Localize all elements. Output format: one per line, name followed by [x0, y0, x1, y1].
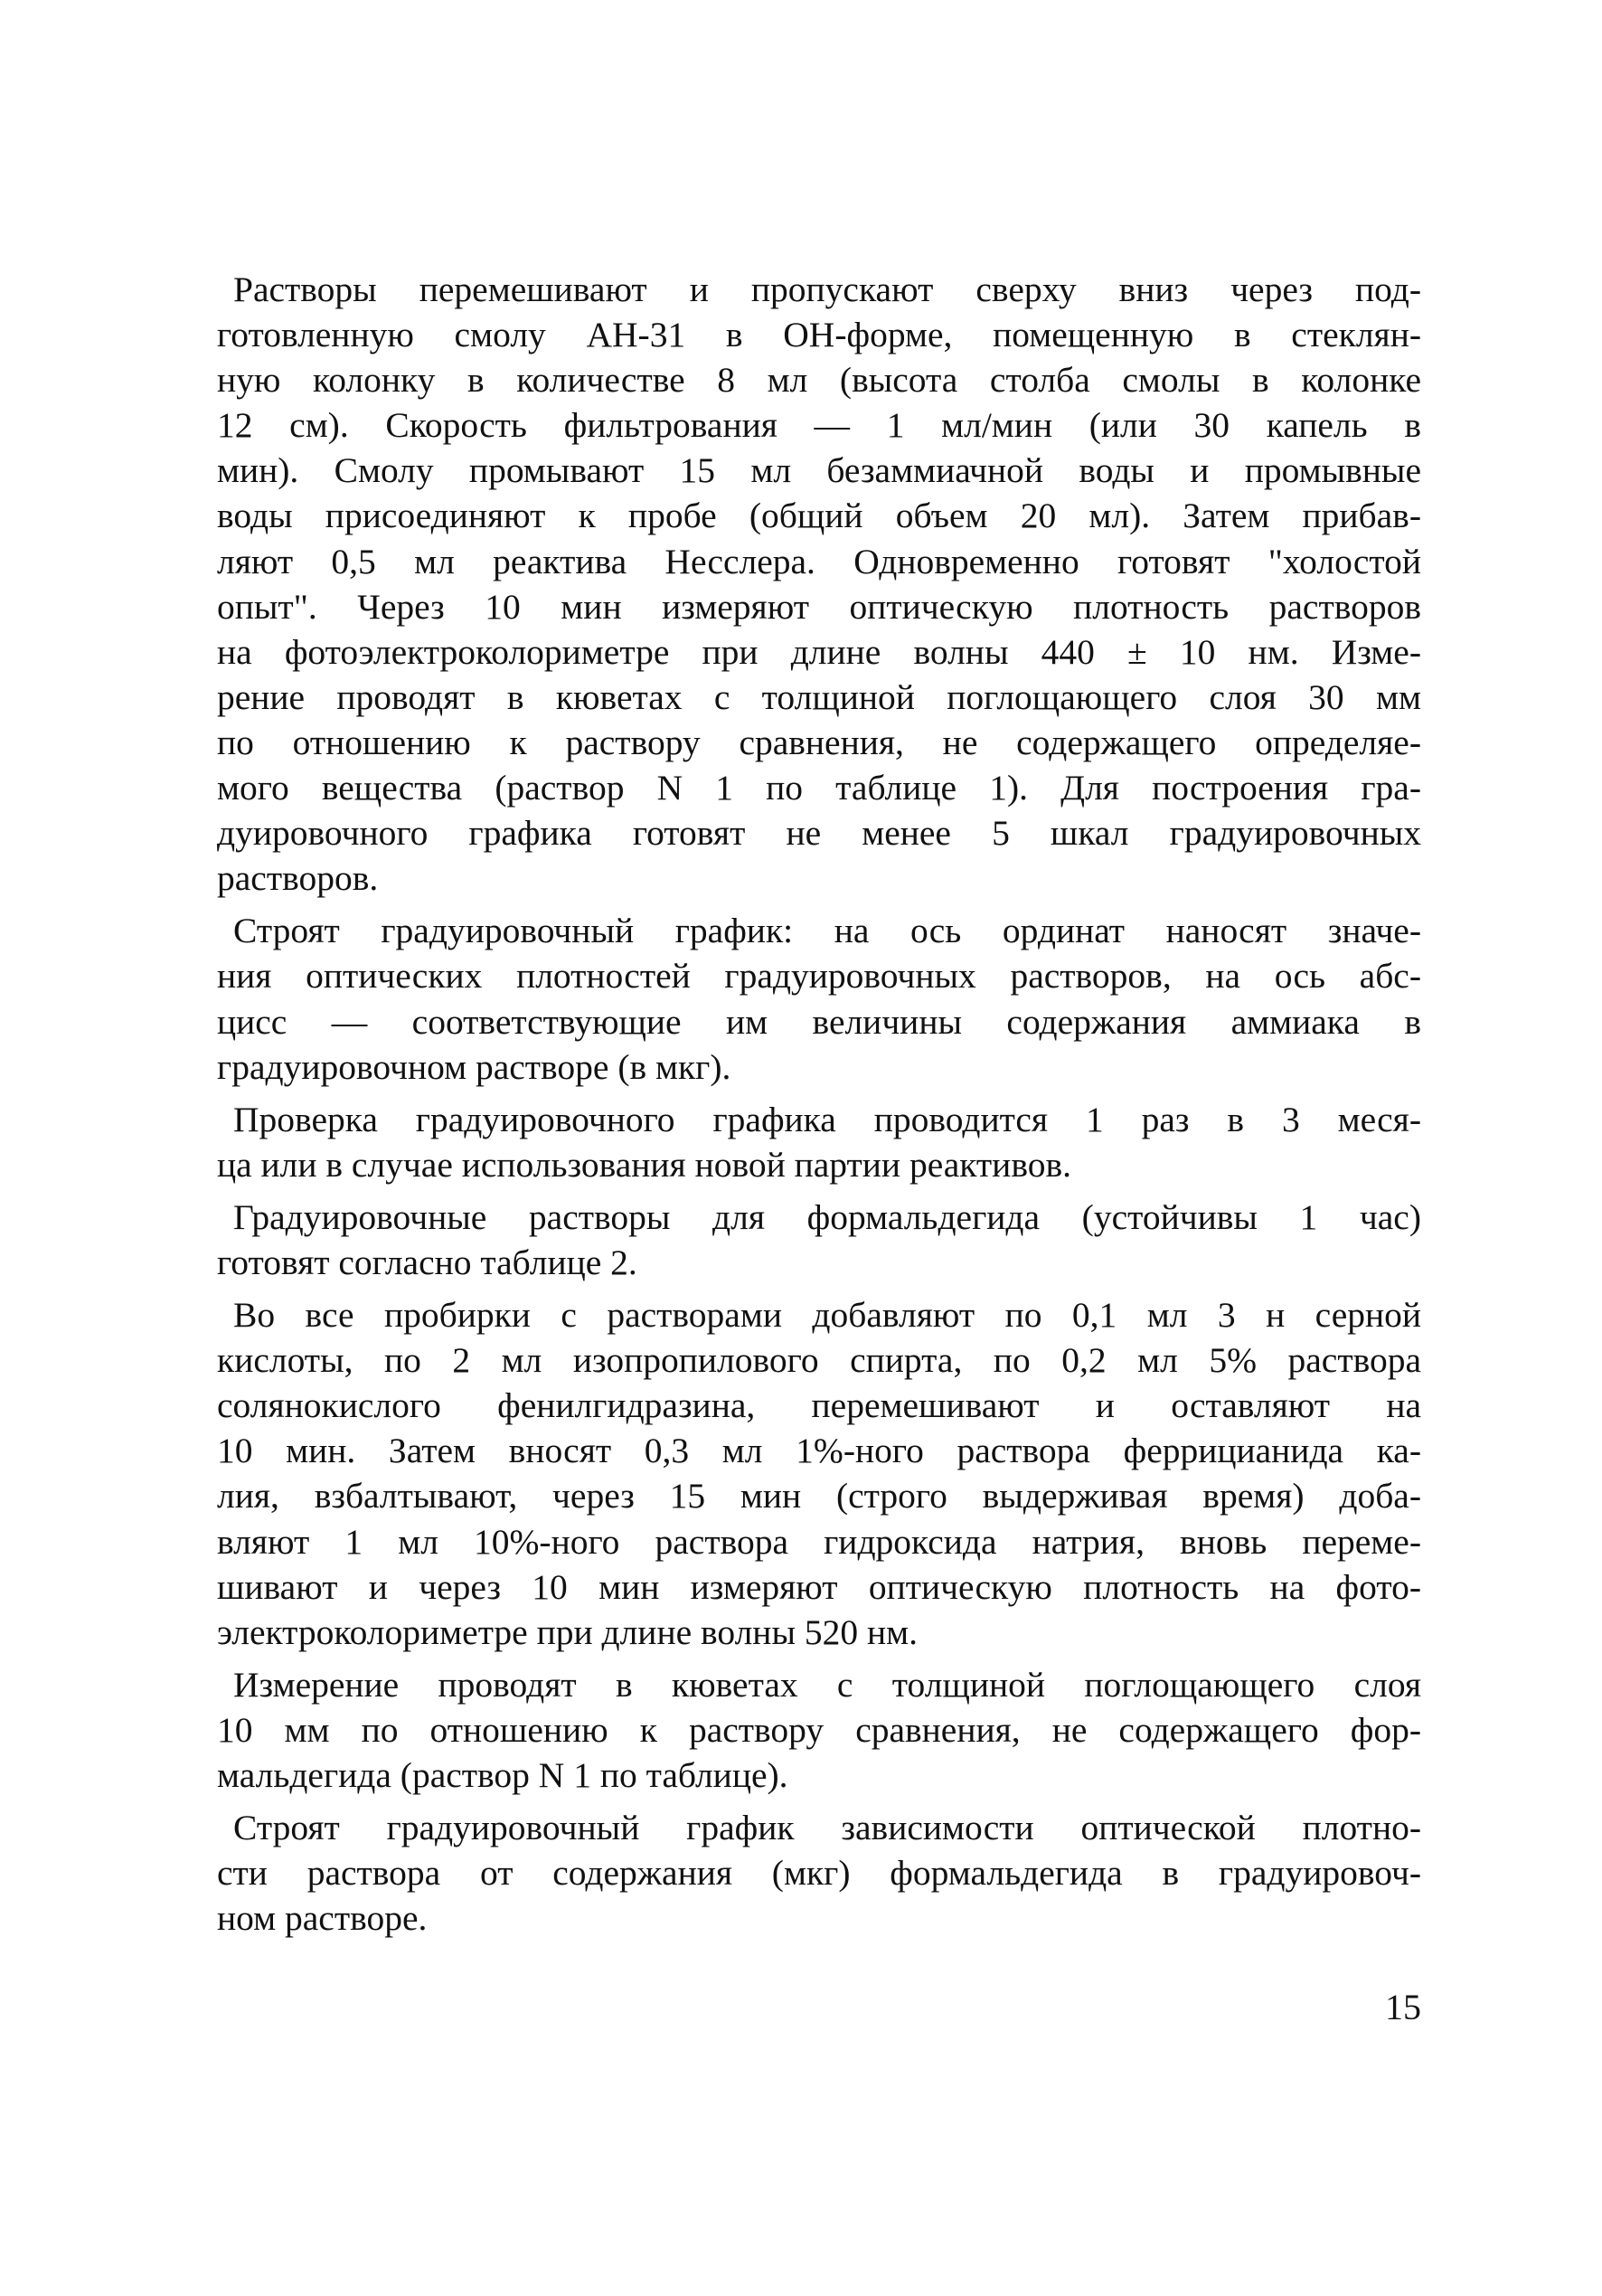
text-line: Во все пробирки с растворами добавляют по 0,1 мл 3 н серной [233, 1295, 1421, 1336]
text-line: мин). Смолу промывают 15 мл безаммиачной воды и промывные [217, 450, 1421, 491]
text-line: растворов. [217, 858, 379, 899]
paragraph [217, 1195, 1421, 1285]
text-line: ца или в случае использования новой партии реактивов. [217, 1144, 1071, 1185]
text-line: 10 мин. Затем вносят 0,3 мл 1%-ного раствора феррицианида ка- [217, 1431, 1421, 1471]
text-line: готовленную смолу АН-31 в ОН-форме, помещенную в стеклян- [217, 315, 1421, 355]
page-number: 15 [1385, 1987, 1421, 2027]
paragraph [217, 267, 1421, 901]
text-line: ную колонку в количестве 8 мл (высота столба смолы в колонке [217, 360, 1421, 401]
text-line: Строят градуировочный график: на ось ординат наносят значе- [233, 911, 1421, 951]
text-line: мальдегида (раствор N 1 по таблице). [217, 1755, 788, 1795]
text-line: вляют 1 мл 10%-ного раствора гидроксида натрия, вновь переме- [217, 1521, 1421, 1562]
text-line: Растворы перемешивают и пропускают сверху вниз через под- [233, 269, 1421, 309]
text-line: опыт". Через 10 мин измеряют оптическую плотность растворов [217, 586, 1421, 627]
text-line: ляют 0,5 мл реактива Несслера. Одновременно готовят "холостой [217, 541, 1421, 581]
body-text [217, 267, 1421, 1948]
text-line: шивают и через 10 мин измеряют оптическую плотность на фото- [217, 1566, 1421, 1607]
text-line: по отношению к раствору сравнения, не содержащего определяе- [217, 722, 1421, 762]
text-line: ния оптических плотностей градуировочных растворов, на ось абс- [217, 956, 1421, 997]
paragraph [217, 1662, 1421, 1798]
paragraph [217, 1097, 1421, 1187]
text-line: Градуировочные растворы для формальдегида (устойчивы 1 час) [233, 1196, 1421, 1237]
paragraph [217, 1292, 1421, 1655]
text-line: электроколориметре при длине волны 520 нм. [217, 1611, 918, 1652]
text-line: на фотоэлектроколориметре при длине волны 440 ± 10 нм. Изме- [217, 631, 1421, 672]
text-line: Строят градуировочный график зависимости оптической плотно- [233, 1808, 1421, 1848]
text-line: Проверка градуировочного графика проводится 1 раз в 3 меся- [233, 1099, 1421, 1139]
text-line: солянокислого фенилгидразина, перемешивают и оставляют на [217, 1385, 1421, 1426]
text-line: градуировочном растворе (в мкг). [217, 1046, 731, 1087]
text-line: воды присоединяют к пробе (общий объем 20 мл). Затем прибав- [217, 496, 1421, 536]
text-line: лия, взбалтывают, через 15 мин (строго выдерживая время) доба- [217, 1476, 1421, 1516]
paragraph [217, 908, 1421, 1089]
text-line: готовят согласно таблице 2. [217, 1242, 637, 1282]
text-line: 12 см). Скорость фильтрования — 1 мл/мин (или 30 капель в [217, 405, 1421, 446]
text-line: 10 мм по отношению к раствору сравнения, не содержащего фор- [217, 1709, 1421, 1750]
text-line: ном растворе. [217, 1898, 428, 1939]
text-line: кислоты, по 2 мл изопропилового спирта, по 0,2 мл 5% раствора [217, 1340, 1421, 1381]
text-line: сти раствора от содержания (мкг) формальдегида в градуировоч- [217, 1853, 1421, 1894]
text-line: Измерение проводят в кюветах с толщиной поглощающего слоя [233, 1664, 1421, 1705]
text-line: дуировочного графика готовят не менее 5 шкал градуировочных [217, 813, 1421, 854]
text-line: мого вещества (раствор N 1 по таблице 1). Для построения гра- [217, 768, 1421, 808]
text-line: цисс — соответствующие им величины содержания аммиака в [217, 1001, 1421, 1042]
text-line: рение проводят в кюветах с толщиной поглощающего слоя 30 мм [217, 676, 1421, 717]
paragraph [217, 1805, 1421, 1941]
